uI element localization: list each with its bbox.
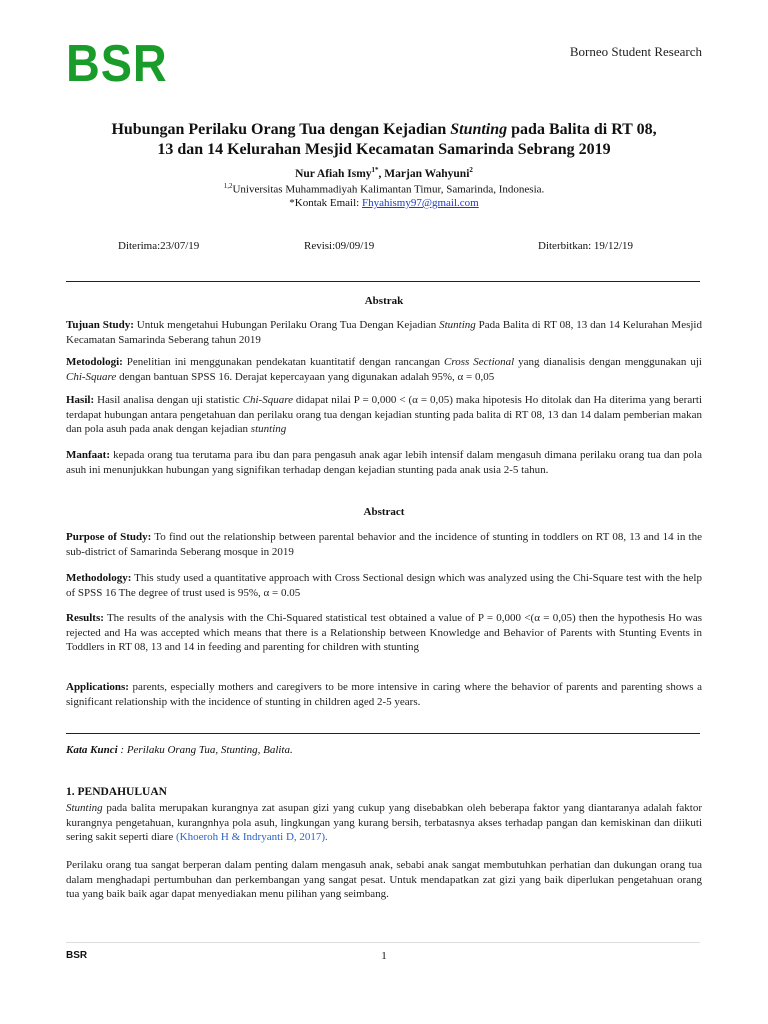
footer-journal: BSR <box>66 950 88 961</box>
section-heading: 1. PENDAHULUAN <box>66 786 167 798</box>
hasil-italic-2: stunting <box>250 423 287 435</box>
author-2-sup: 2 <box>469 166 473 174</box>
author-2: Marjan Wahyuni <box>384 167 470 180</box>
abstrak-hasil <box>66 393 702 437</box>
tujuan-text-b: Pada Balita di RT 08, 13 dan 14 Kelurahan Mesjid Kecamatan Samarinda Seberang tahun 2019 <box>66 319 702 346</box>
title-part2: pada Balita di RT 08, <box>507 121 657 138</box>
metodologi-italic-2: Chi-Square <box>66 370 117 383</box>
affiliation-text: Universitas Muhammadiyah Kalimantan Timur, Samarinda, Indonesia. <box>232 183 545 196</box>
manfaat-label: Manfaat: <box>66 449 110 461</box>
title-italic: Stunting <box>450 121 508 138</box>
citation-link[interactable]: (Khoeroh H & Indryanti D, 2017). <box>175 831 328 843</box>
journal-name: Borneo Student Research <box>569 44 702 59</box>
divider-keywords <box>66 733 700 734</box>
hasil-italic-1: Chi-Square <box>242 394 293 406</box>
methodology-text: This study used a quantitative approach with Cross Sectional design which was analyzed using the Chi-Square test with the help of SPSS 16 The degree of trust used is 95%, α = 0.05 <box>66 572 702 599</box>
author-list <box>66 166 702 180</box>
tujuan-italic: Stunting <box>439 319 476 331</box>
affiliation-sup: 1,2 <box>223 182 233 190</box>
affiliation <box>66 182 702 196</box>
keywords-value: : Perilaku Orang Tua, Stunting, Balita. <box>117 744 293 756</box>
email-link[interactable]: Fhyahismy97@gmail.com <box>361 197 479 209</box>
date-revised: Revisi:09/09/19 <box>304 240 375 252</box>
abstract-methodology <box>66 571 702 600</box>
author-1-sup: 1* <box>371 166 379 174</box>
metodologi-text-c: dengan bantuan SPSS 16. Derajat kepercayaan yang digunakan adalah 95%, α = 0,05 <box>116 370 495 383</box>
intro-paragraph-2 <box>66 858 702 902</box>
author-sep: , <box>378 167 385 180</box>
abstract-results <box>66 611 702 655</box>
hasil-label: Hasil: <box>66 394 95 406</box>
abstrak-manfaat <box>66 448 702 477</box>
tujuan-label: Tujuan Study: <box>66 319 134 331</box>
metodologi-label: Metodologi: <box>66 356 123 368</box>
page-number: 1 <box>381 950 387 962</box>
metodologi-text-a: Penelitian ini menggunakan pendekatan kuantitatif dengan rancangan <box>122 356 445 368</box>
hasil-text-b: didapat nilai P = 0,000 < (α = 0,05) maka hipotesis Ho ditolak dan Ha diterima yang berarti terdapat hubungan antara pengetahuan dan perilaku orang tua dengan kejadian stunting pada balita di RT 08, 13 dan 14 dalam pemberian makan dan pola asuh pada anak dengan kejadian <box>66 394 703 435</box>
abstract-applications <box>66 680 702 709</box>
intro-text-1: pada balita merupakan kurangnya zat asupan gizi yang cukup yang disebabkan oleh beberapa faktor yang diantaranya adalah faktor kurangnya pengetahuan, kurangnhya pola asuh, lingkungan yang kurang bersih, terbatasnya akses terhadap pangan dan kemiskinan dan diikuti sering sakit seperti diare <box>66 802 702 843</box>
abstrak-heading: Abstrak <box>364 295 404 307</box>
abstrak-metodologi <box>66 355 702 384</box>
author-1: Nur Afiah Ismy <box>295 167 372 180</box>
divider-footer <box>66 942 700 943</box>
paper-title <box>66 120 702 160</box>
metodologi-text-b: yang dianalisis dengan menggunakan uji <box>514 356 702 368</box>
intro-text-2: Perilaku orang tua sangat berperan dalam penting dalam mengasuh anak, sebabi anak sangat membutuhkan perhatian dan dukungan orang tua dalam menghadapi pertumbuhan dan perkembangan yang sangat pesat. Untuk mendapatkan zat gizi yang baik diperlukan pengetahuan orang tua yang baik baik agar dapat menyediakan menu pilihan yang seimbang. <box>66 859 702 900</box>
results-text: The results of the analysis with the Chi-Squared statistical test obtained a value of P = 0,000 <(α = 0,05) then the hypothesis Ho was rejected and Ha was accepted which means that there is a Relationship between Knowledge and Behavior of Parents with Stunting Events in Toddlers in RT 08, 13 and 14 in feeding and parenting for children with stunting <box>66 612 702 653</box>
manfaat-text: kepada orang tua terutama para ibu dan para pengasuh anak agar lebih intensif dalam mengasuh dimana perilaku orang tua dan pola asuh ini menunjukkan hubungan yang signifikan terhadap dengan kejadian stunting pada anak usia 2-5 tahun. <box>66 449 702 476</box>
purpose-label: Purpose of Study: <box>66 531 152 543</box>
results-label: Results: <box>66 612 104 624</box>
date-published: Diterbitkan: 19/12/19 <box>538 240 634 252</box>
keywords <box>66 744 293 756</box>
divider-top <box>66 281 700 282</box>
tujuan-text-a: Untuk mengetahui Hubungan Perilaku Orang Tua Dengan Kejadian <box>133 319 440 331</box>
keywords-label: Kata Kunci <box>66 744 118 756</box>
metodologi-italic-1: Cross Sectional <box>444 356 515 368</box>
intro-italic: Stunting <box>66 802 103 814</box>
contact-line <box>66 197 702 209</box>
title-part1: Hubungan Perilaku Orang Tua dengan Kejadian <box>111 121 451 138</box>
abstract-heading: Abstract <box>363 506 405 518</box>
hasil-text-a: Hasil analisa dengan uji statistic <box>94 394 243 406</box>
methodology-label: Methodology: <box>66 572 132 584</box>
abstract-purpose <box>66 530 702 559</box>
title-line2: 13 dan 14 Kelurahan Mesjid Kecamatan Samarinda Sebrang 2019 <box>157 141 611 158</box>
purpose-text: To find out the relationship between parental behavior and the incidence of stunting in toddlers on RT 08, 13 and 14 in the sub-district of Samarinda Seberang mosque in 2019 <box>66 531 703 558</box>
applications-label: Applications: <box>66 681 129 693</box>
applications-text: parents, especially mothers and caregivers to be more intensive in caring where the behavior of parents and parenting shows a significant relationship with the incidence of stunting in children aged 2-5 years. <box>66 681 702 708</box>
contact-label: *Kontak Email: <box>289 197 362 209</box>
date-received: Diterima:23/07/19 <box>118 240 200 252</box>
intro-paragraph-1 <box>66 801 702 845</box>
abstrak-tujuan <box>66 318 702 347</box>
journal-logo: BSR <box>66 35 168 93</box>
